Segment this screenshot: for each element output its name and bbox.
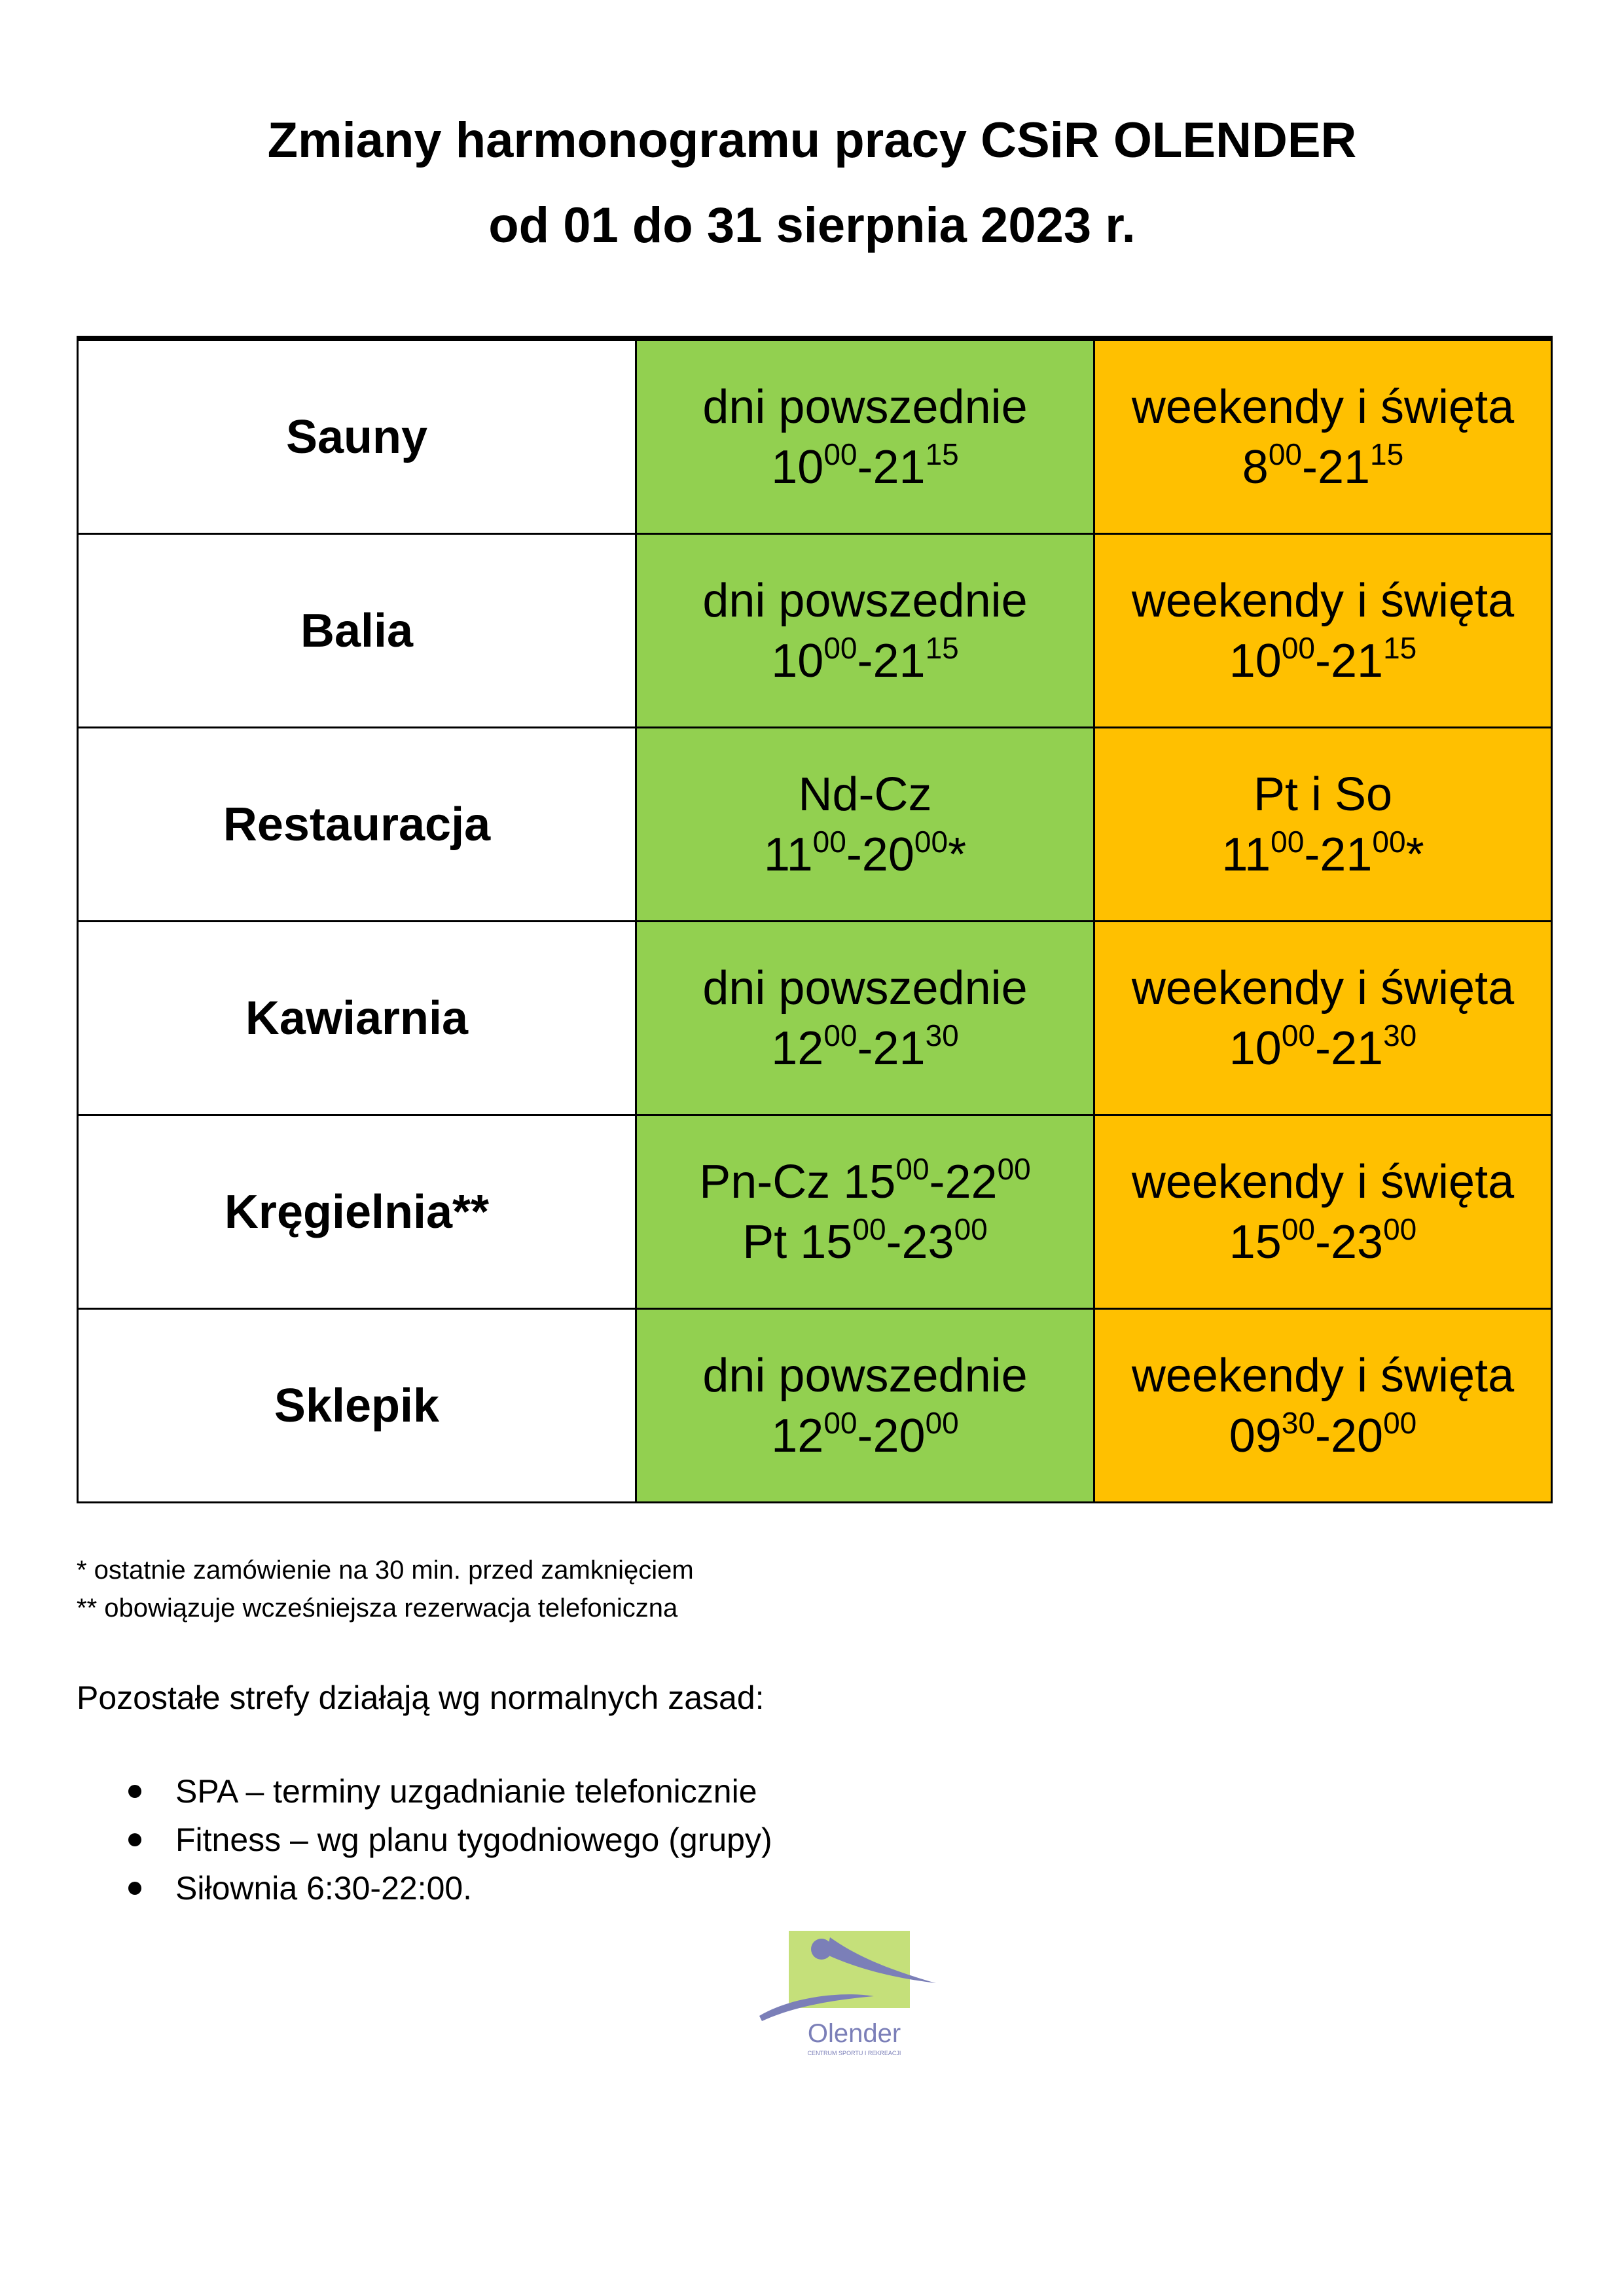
logo-subtitle: CENTRUM SPORTU I REKREACJI: [807, 2050, 901, 2056]
other-zones-list: [124, 1767, 772, 1912]
facility-name: Sklepik: [78, 1309, 636, 1503]
table-row: [78, 922, 1552, 1115]
weekday-hours: dni powszednie $12^{00}-21^{30}$: [636, 922, 1094, 1115]
schedule-table: [77, 336, 1553, 1503]
page-title: [0, 98, 1624, 268]
weekday-hours: dni powszednie $10^{00}-21^{15}$: [636, 534, 1094, 728]
table-row: [78, 338, 1552, 534]
facility-name: Balia: [78, 534, 636, 728]
weekday-hours: Pn-Cz $15^{00}-22^{00}$ Pt $15^{00}-23^{00}$: [636, 1115, 1094, 1309]
title-line-1: Zmiany harmonogramu pracy CSiR OLENDER: [267, 113, 1357, 168]
table-row: [78, 1115, 1552, 1309]
weekend-hours: weekendy i święta $8^{00}-21^{15}$: [1094, 338, 1552, 534]
footnote: * ostatnie zamówienie na 30 min. przed zamknięciem: [77, 1556, 694, 1585]
list-item: Siłownia 6:30-22:00.: [124, 1864, 772, 1912]
facility-name: Restauracja: [78, 728, 636, 922]
list-item: Fitness – wg planu tygodniowego (grupy): [124, 1816, 772, 1864]
weekend-hours: weekendy i święta $10^{00}-21^{15}$: [1094, 534, 1552, 728]
weekend-hours: Pt i So $11^{00}-21^{00}*$: [1094, 728, 1552, 922]
table-row: [78, 1309, 1552, 1503]
olender-logo: [753, 1931, 949, 2062]
other-zones-intro: Pozostałe strefy działają wg normalnych zasad:: [77, 1679, 765, 1716]
weekend-hours: weekendy i święta $10^{00}-21^{30}$: [1094, 922, 1552, 1115]
table-row: [78, 728, 1552, 922]
weekend-hours: weekendy i święta $09^{30}-20^{00}$: [1094, 1309, 1552, 1503]
list-item: SPA – terminy uzgadnianie telefonicznie: [124, 1767, 772, 1816]
footnotes: [77, 1551, 694, 1627]
weekday-hours: dni powszednie $10^{00}-21^{15}$: [636, 338, 1094, 534]
facility-name: Kręgielnia**: [78, 1115, 636, 1309]
table-row: [78, 534, 1552, 728]
facility-name: Sauny: [78, 338, 636, 534]
weekday-hours: Nd-Cz $11^{00}-20^{00}*$: [636, 728, 1094, 922]
facility-name: Kawiarnia: [78, 922, 636, 1115]
title-line-2: od 01 do 31 sierpnia 2023 r.: [488, 198, 1136, 253]
logo-name: Olender: [807, 2019, 901, 2048]
weekend-hours: weekendy i święta $15^{00}-23^{00}$: [1094, 1115, 1552, 1309]
footnote: ** obowiązuje wcześniejsza rezerwacja telefoniczna: [77, 1594, 678, 1623]
weekday-hours: dni powszednie $12^{00}-20^{00}$: [636, 1309, 1094, 1503]
